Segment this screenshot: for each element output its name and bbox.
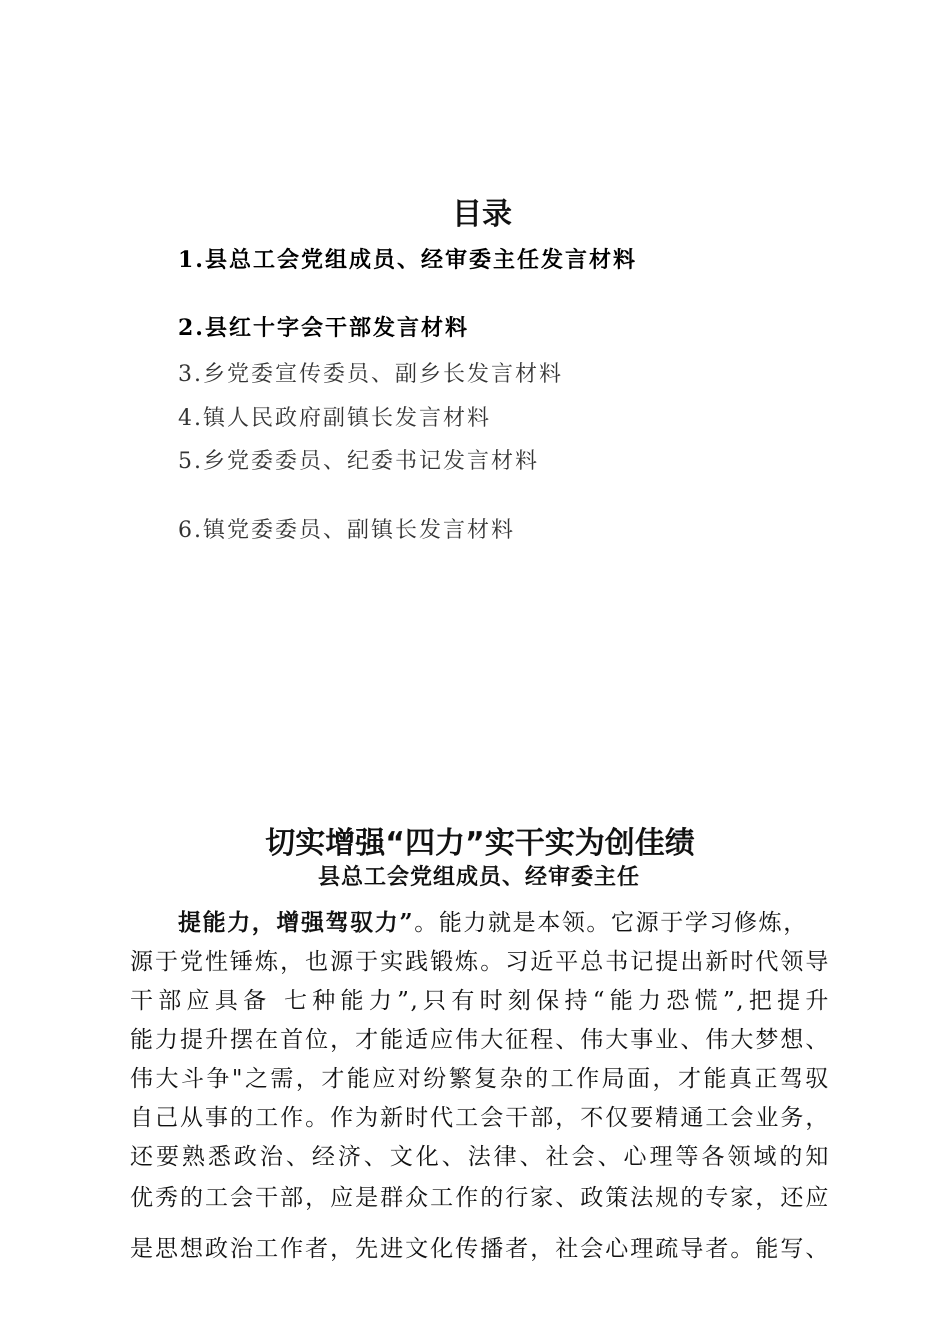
- article-line: 干部应具备 七种能力”,只有时刻保持“能力恐慌”,把提升: [130, 988, 830, 1014]
- article-lead: 提能力，增强驾驭力”: [178, 909, 415, 936]
- article-first-line: [178, 906, 830, 940]
- article-line: 是思想政治工作者，先进文化传播者，社会心理疏导者。能写、: [130, 1236, 830, 1262]
- article-line: 自己从事的工作。作为新时代工会干部，不仅要精通工会业务，: [130, 1105, 830, 1131]
- toc-item-4: 4.镇人民政府副镇长发言材料: [178, 406, 491, 431]
- article-line: 源于党性锤炼，也源于实践锻炼。习近平总书记提出新时代领导: [130, 949, 830, 975]
- article-line: 能力提升摆在首位，才能适应伟大征程、伟大事业、伟大梦想、: [130, 1027, 830, 1053]
- article-line: 伟大斗争"之需，才能应对纷繁复杂的工作局面，才能真正驾驭: [130, 1066, 830, 1092]
- toc-item-1: 1.县总工会党组成员、经审委主任发言材料: [178, 247, 637, 273]
- toc-item-2: 2.县红十字会干部发言材料: [178, 315, 469, 341]
- article-line: 优秀的工会干部，应是群众工作的行家、政策法规的专家，还应: [130, 1185, 830, 1211]
- toc-item-3: 3.乡党委宣传委员、副乡长发言材料: [178, 362, 563, 387]
- toc-item-6: 6.镇党委委员、副镇长发言材料: [178, 518, 515, 543]
- article-subtitle: 县总工会党组成员、经审委主任: [317, 864, 640, 890]
- article-title: 切实增强“四力”实干实为创佳绩: [265, 826, 695, 861]
- toc-item-5: 5.乡党委委员、纪委书记发言材料: [178, 449, 539, 474]
- article-first-line-rest: 。能力就是本领。它源于学习修炼，: [414, 910, 808, 936]
- toc-title: 目录: [452, 197, 512, 232]
- article-line: 还要熟悉政治、经济、文化、法律、社会、心理等各领域的知: [130, 1144, 830, 1170]
